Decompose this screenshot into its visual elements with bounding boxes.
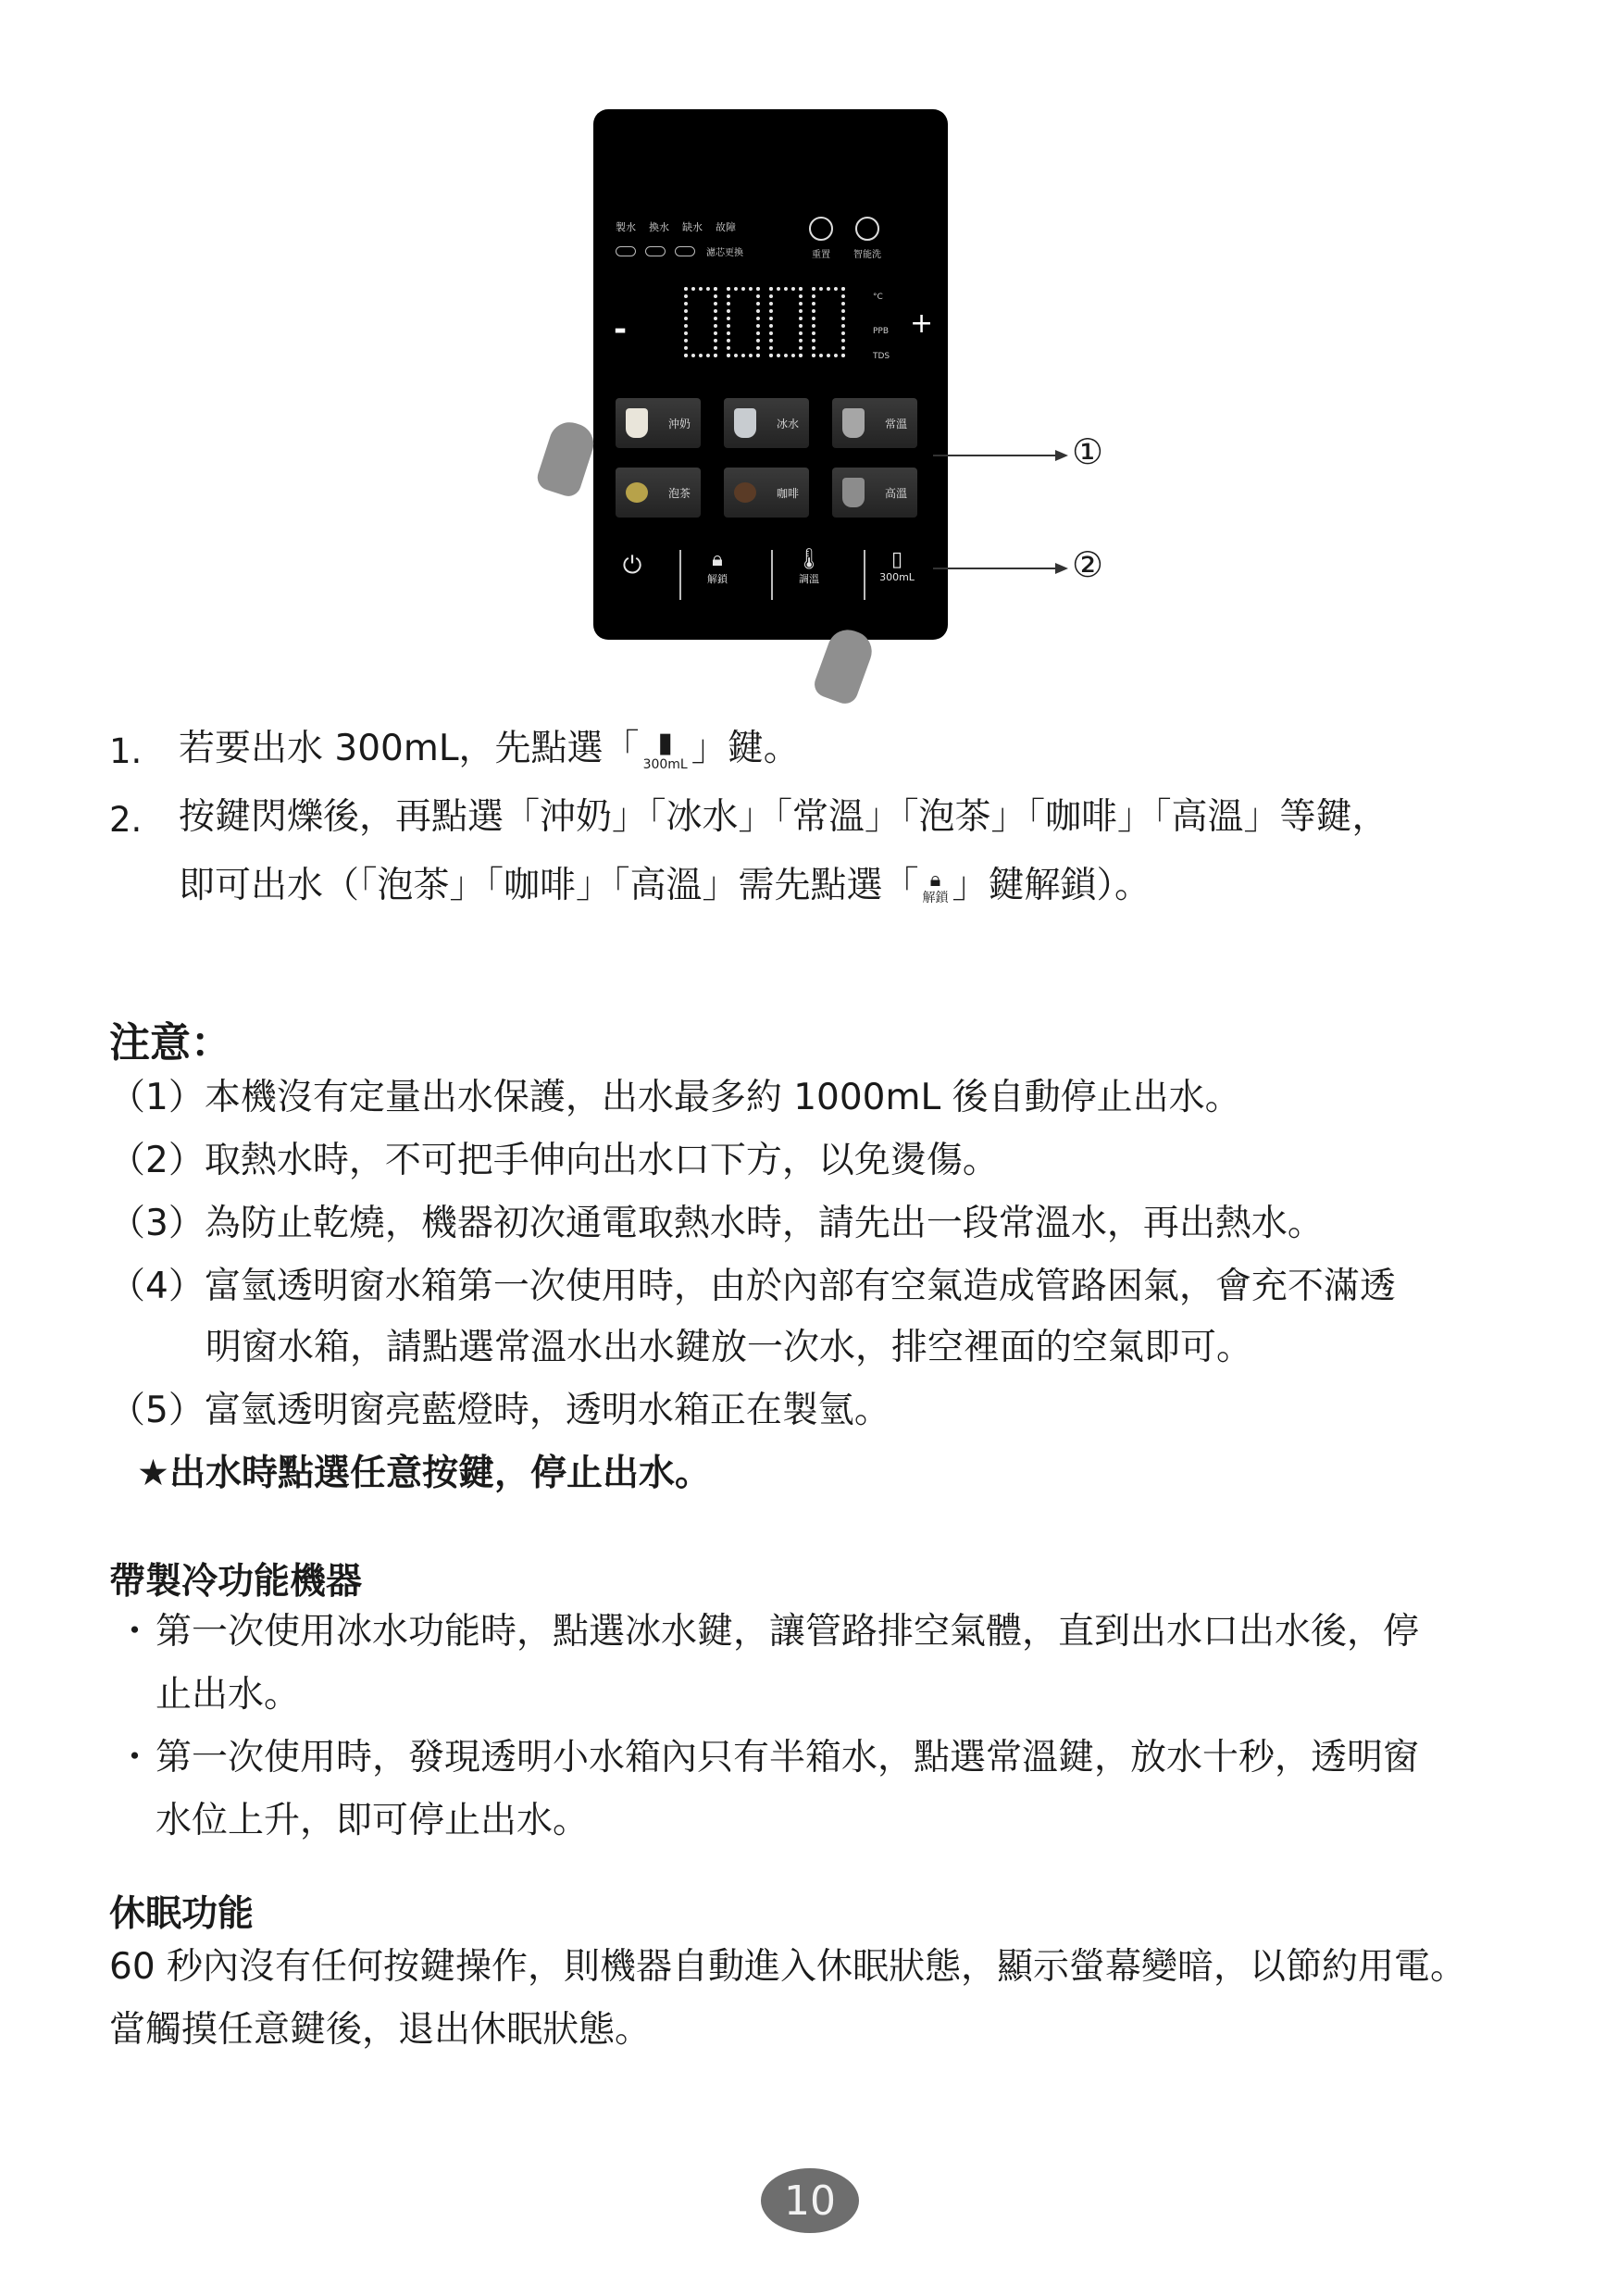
- cooling-item-2-line-1: 第一次使用時，發現透明小水箱內只有半箱水，點選常溫鍵，放水十秒，透明窗: [156, 1737, 1420, 1778]
- drink-label: 沖奶: [667, 417, 691, 430]
- bullet: ・: [117, 1611, 154, 1653]
- unit-celsius: °C: [873, 293, 883, 302]
- cooling-title: 帶製冷功能機器: [109, 1561, 363, 1603]
- drink-label: 泡茶: [667, 486, 691, 500]
- callout-number: ①: [1072, 431, 1104, 472]
- notice-title: 注意：: [109, 1019, 231, 1067]
- star-note: ★出水時點選任意按鍵，停止出水。: [137, 1453, 711, 1494]
- drink-label: 冰水: [776, 417, 799, 430]
- step-text: 若要出水 300mL，先點選「: [179, 728, 640, 769]
- icon-label: 解鎖: [922, 890, 949, 905]
- step-number: 2.: [109, 800, 143, 840]
- temp-label: 調溫: [799, 573, 819, 585]
- notice-item: （2）取熱水時，不可把手伸向出水口下方，以免燙傷。: [109, 1140, 999, 1181]
- notice-item: （1）本機沒有定量出水保護，出水最多約 1000mL 後自動停止出水。: [109, 1077, 1241, 1118]
- unit-tds: TDS: [873, 352, 890, 361]
- plus-button: +: [910, 307, 934, 340]
- power-icon: ⏻: [622, 552, 642, 580]
- notice-item: （5）富氫透明窗亮藍燈時，透明水箱正在製氫。: [109, 1390, 890, 1431]
- sleep-line-1: 60 秒內沒有任何按鍵操作，則機器自動進入休眠狀態，顯示螢幕變暗，以節約用電。: [109, 1946, 1467, 1988]
- step-text: 即可出水（「泡茶」「咖啡」「高溫」需先點選「: [179, 865, 919, 906]
- step-2-line-1: 按鍵閃爍後，再點選「沖奶」「冰水」「常溫」「泡茶」「咖啡」「高溫」等鍵，: [179, 796, 1388, 838]
- minus-button: -: [614, 311, 628, 348]
- lock-icon: 🔒︎: [712, 548, 723, 571]
- drink-label: 咖啡: [776, 486, 799, 500]
- sleep-line-2: 當觸摸任意鍵後，退出休眠狀態。: [109, 2009, 652, 2051]
- cup-icon: ▯: [890, 548, 903, 571]
- step-text: 」鍵解鎖）。: [952, 865, 1151, 906]
- unlock-icon: 🔒︎ 解鎖: [922, 867, 949, 905]
- drink-label: 常溫: [884, 417, 907, 430]
- bullet: ・: [117, 1737, 154, 1778]
- unit-ppb: PPB: [873, 327, 890, 336]
- notice-item-continued: 明窗水箱，請點選常溫水出水鍵放一次水，排空裡面的空氣即可。: [205, 1327, 1253, 1368]
- status-label: 缺水: [682, 221, 703, 233]
- step-text: 」鍵。: [691, 728, 800, 769]
- notice-item: （4）富氫透明窗水箱第一次使用時，由於內部有空氣造成管路困氣，會充不滿透: [109, 1266, 1396, 1307]
- unlock-label: 解鎖: [707, 573, 728, 585]
- cooling-item-1-line-1: 第一次使用冰水功能時，點選冰水鍵，讓管路排空氣體，直到出水口出水後，停: [156, 1611, 1420, 1653]
- drink-label: 高溫: [884, 486, 907, 500]
- sleep-title: 休眠功能: [109, 1893, 255, 1935]
- step-1-text: [179, 728, 800, 773]
- smart-wash-label: 智能洗: [853, 250, 881, 260]
- cup-300ml-icon: ▮ 300mL: [642, 727, 688, 773]
- volume-label: 300mL: [879, 571, 915, 583]
- step-number: 1.: [109, 731, 143, 771]
- callout-lines: [0, 0, 1618, 741]
- filter-change-label: 濾芯更換: [706, 248, 743, 258]
- step-2-line-2: [179, 865, 1151, 908]
- cooling-item-2-line-2: 水位上升，即可停止出水。: [156, 1800, 590, 1841]
- thermometer-icon: 🌡︎: [796, 548, 822, 571]
- page-number: 10: [761, 2168, 859, 2233]
- icon-label: 300mL: [642, 757, 688, 773]
- callout-number: ②: [1072, 544, 1104, 585]
- reset-label: 重置: [812, 250, 830, 260]
- status-label: 換水: [649, 221, 669, 233]
- notice-item: （3）為防止乾燒，機器初次通電取熱水時，請先出一段常溫水，再出熱水。: [109, 1203, 1324, 1244]
- status-label: 製水: [616, 221, 636, 233]
- cooling-item-1-line-2: 止出水。: [156, 1674, 301, 1716]
- status-label: 故障: [716, 221, 736, 233]
